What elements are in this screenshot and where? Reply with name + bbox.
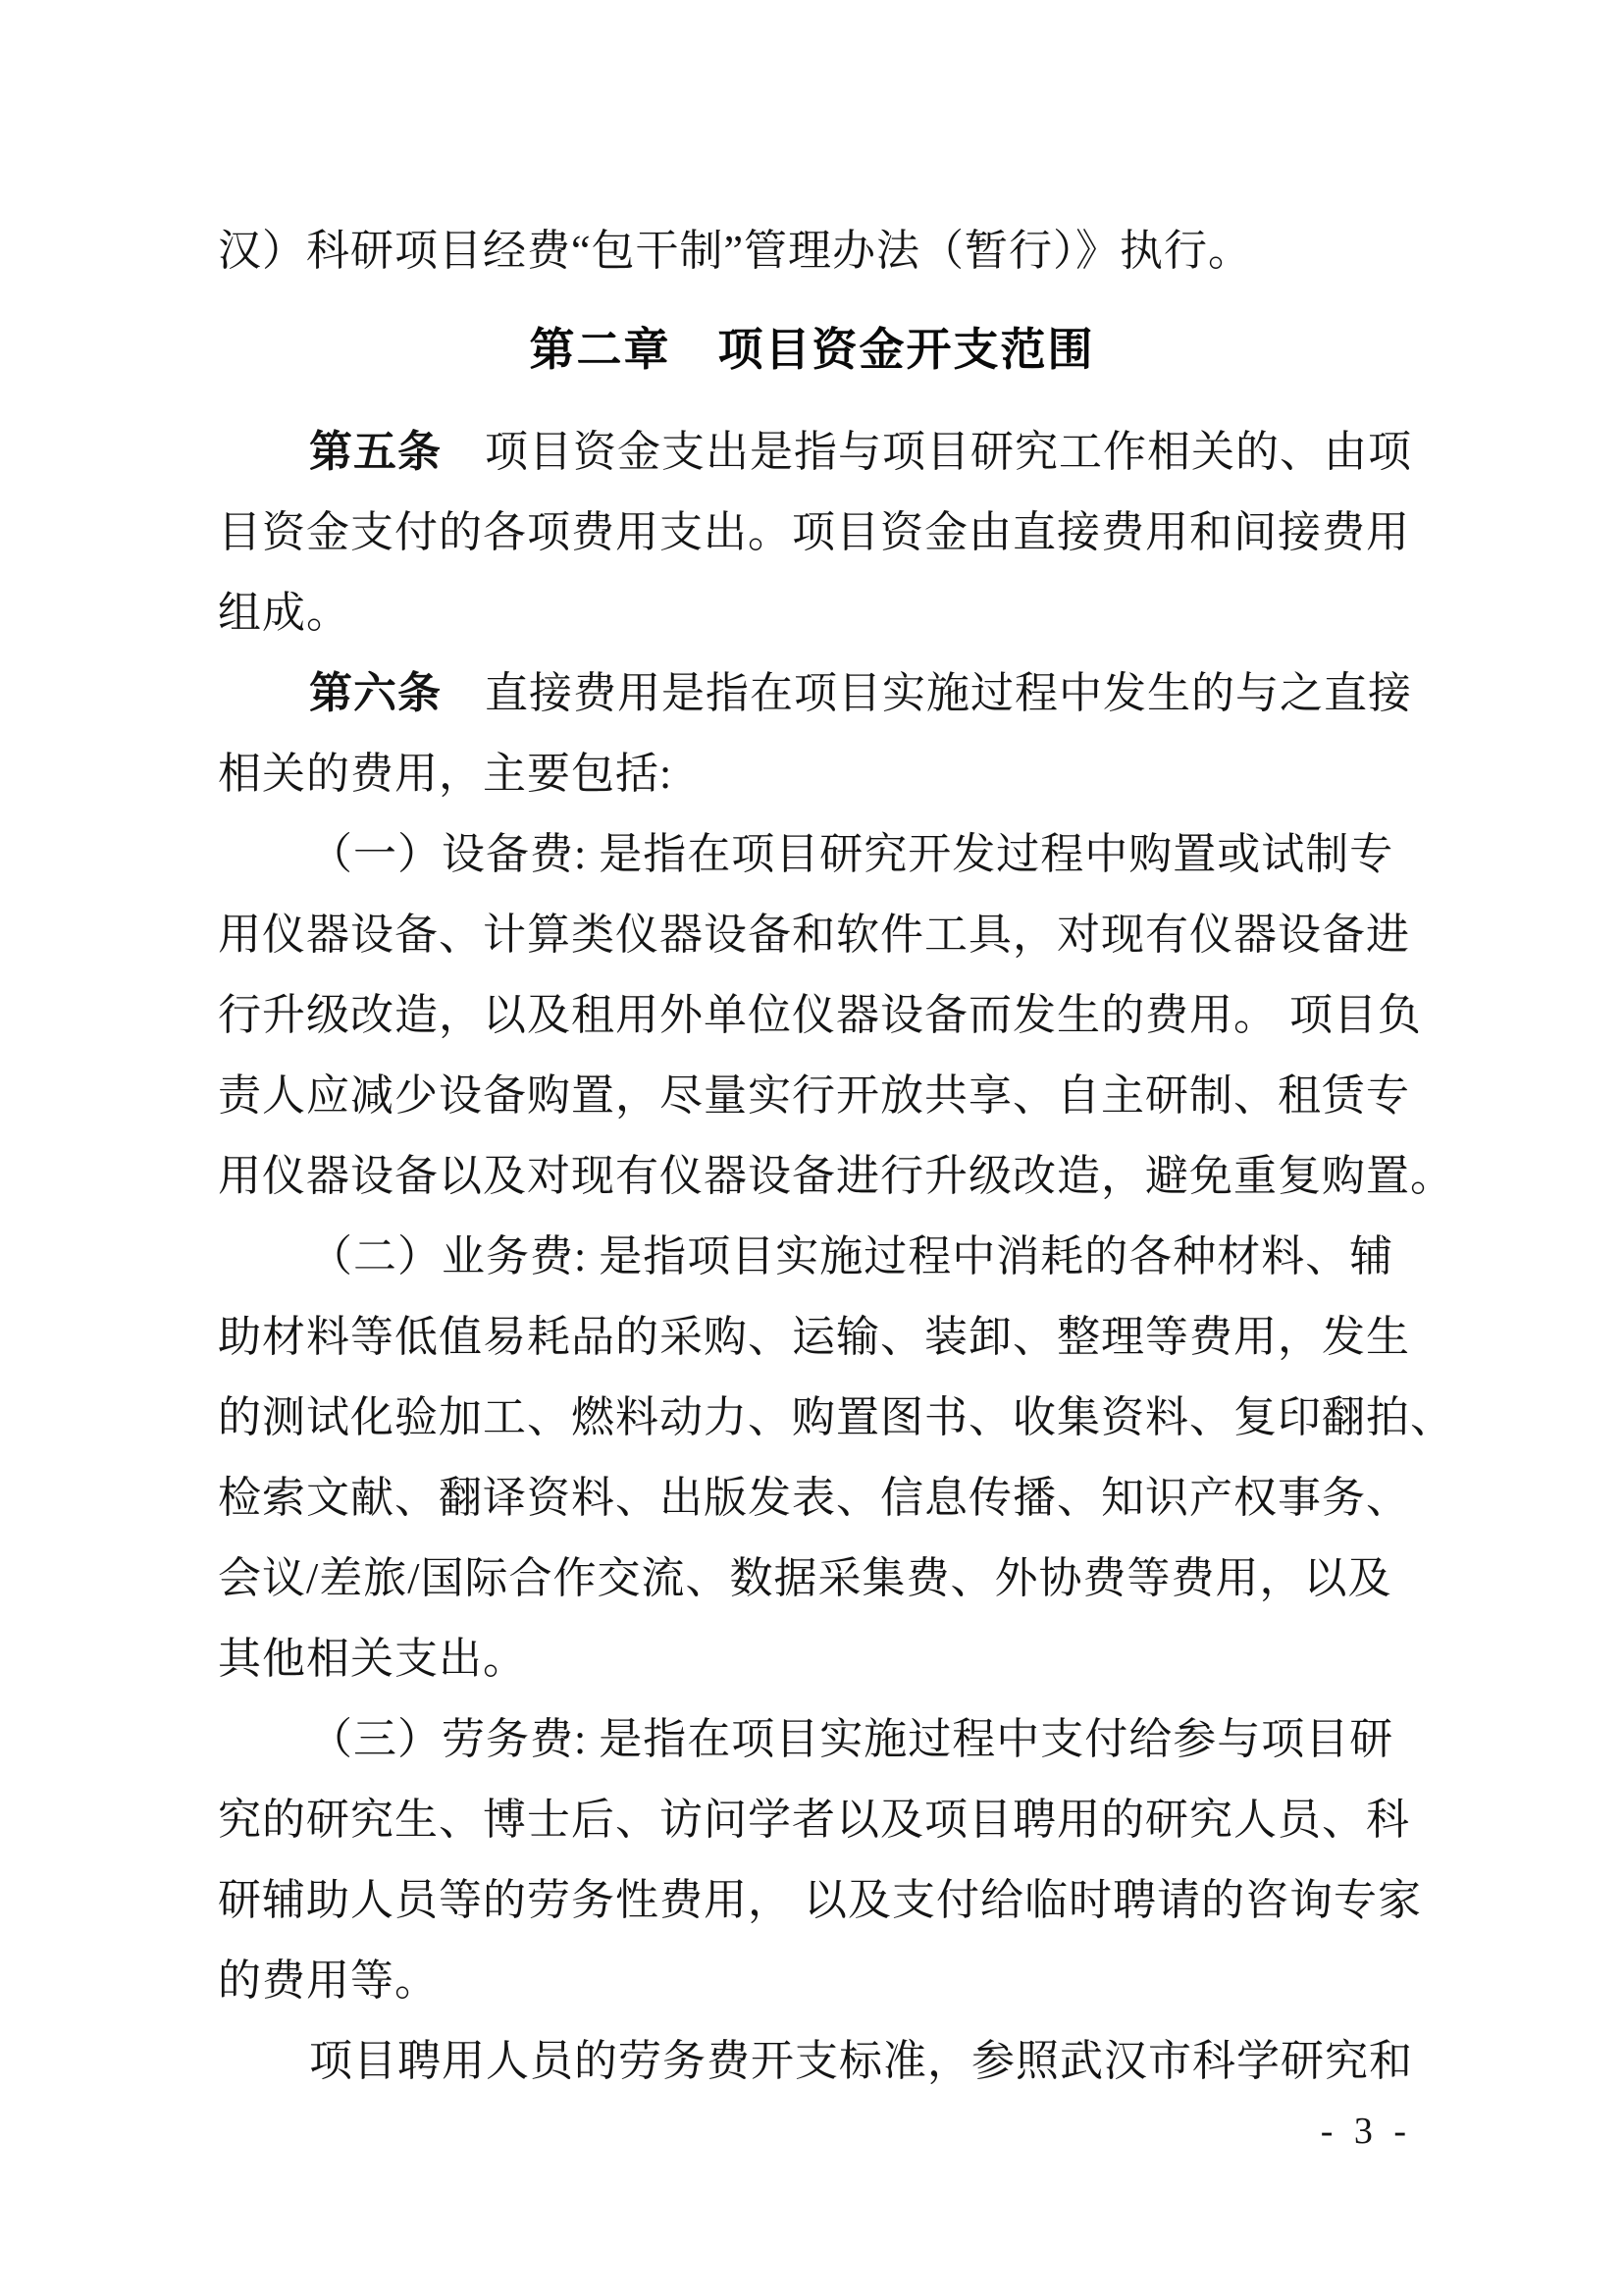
document-line xyxy=(309,829,1393,880)
line-text: 究的研究生、博士后、访问学者以及项目聘用的研究人员、科 xyxy=(218,1796,1410,1844)
document-line xyxy=(218,1312,1410,1363)
document-line xyxy=(218,910,1410,961)
document-line xyxy=(218,1875,1422,1926)
line-text: 目资金支付的各项费用支出。项目资金由直接费用和间接费用 xyxy=(218,508,1410,556)
line-text: 助材料等低值易耗品的采购、运输、装卸、整理等费用，发生 xyxy=(218,1313,1410,1361)
line-text: 用仪器设备、计算类仪器设备和软件工具，对现有仪器设备进 xyxy=(218,911,1410,959)
line-text: 的测试化验加工、燃料动力、购置图书、收集资料、复印翻拍、 xyxy=(218,1393,1454,1441)
document-line xyxy=(218,1634,527,1685)
document-line xyxy=(218,1151,1454,1202)
document-line xyxy=(309,1231,1393,1282)
article-number: 第五条 xyxy=(309,428,442,476)
document-line xyxy=(309,2036,1413,2087)
line-text: 直接费用是指在项目实施过程中发生的与之直接 xyxy=(485,669,1412,717)
chapter-heading: 第二章 项目资金开支范围 xyxy=(529,324,1095,375)
document-line xyxy=(218,588,350,639)
document-line xyxy=(218,749,672,800)
line-text: 责人应减少设备购置，尽量实行开放共享、自主研制、租赁专 xyxy=(218,1071,1410,1120)
document-line xyxy=(218,507,1410,558)
line-text: （二）业务费: 是指项目实施过程中消耗的各种材料、辅 xyxy=(309,1232,1394,1280)
line-text: （三）劳务费: 是指在项目实施过程中支付给参与项目研 xyxy=(309,1715,1394,1763)
document-line xyxy=(309,1714,1393,1765)
page-number: - 3 - xyxy=(1320,2111,1412,2152)
line-text: 项目资金支出是指与项目研究工作相关的、由项 xyxy=(485,428,1412,476)
article-number: 第六条 xyxy=(309,669,442,717)
document-line xyxy=(218,1070,1410,1122)
line-text: 研辅助人员等的劳务性费用， 以及支付给临时聘请的咨询专家 xyxy=(218,1876,1422,1924)
document-line xyxy=(218,1553,1391,1604)
line-text: 会议/差旅/国际合作交流、数据采集费、外协费等费用，以及 xyxy=(218,1554,1392,1602)
line-text: 项目聘用人员的劳务费开支标准，参照武汉市科学研究和 xyxy=(309,2037,1413,2085)
document-line xyxy=(218,1795,1410,1846)
line-text: 用仪器设备以及对现有仪器设备进行升级改造，避免重复购置。 xyxy=(218,1152,1454,1200)
line-text: 相关的费用，主要包括: xyxy=(218,750,673,798)
document-line xyxy=(218,990,1422,1041)
line-text: 其他相关支出。 xyxy=(218,1635,527,1683)
document-line xyxy=(309,427,1412,478)
line-text: （一）设备费: 是指在项目研究开发过程中购置或试制专 xyxy=(309,830,1394,878)
document-line xyxy=(218,1956,439,2007)
line-text: 组成。 xyxy=(218,589,350,637)
line-text: 的费用等。 xyxy=(218,1957,439,2005)
intro-line: 汉）科研项目经费“包干制”管理办法（暂行）》执行。 xyxy=(218,227,1253,275)
line-text: 检索文献、翻译资料、出版发表、信息传播、知识产权事务、 xyxy=(218,1474,1410,1522)
document-line xyxy=(218,1473,1410,1524)
line-text: 行升级改造，以及租用外单位仪器设备而发生的费用。 项目负 xyxy=(218,991,1422,1039)
document-line xyxy=(309,668,1412,719)
document-line xyxy=(218,1392,1454,1443)
